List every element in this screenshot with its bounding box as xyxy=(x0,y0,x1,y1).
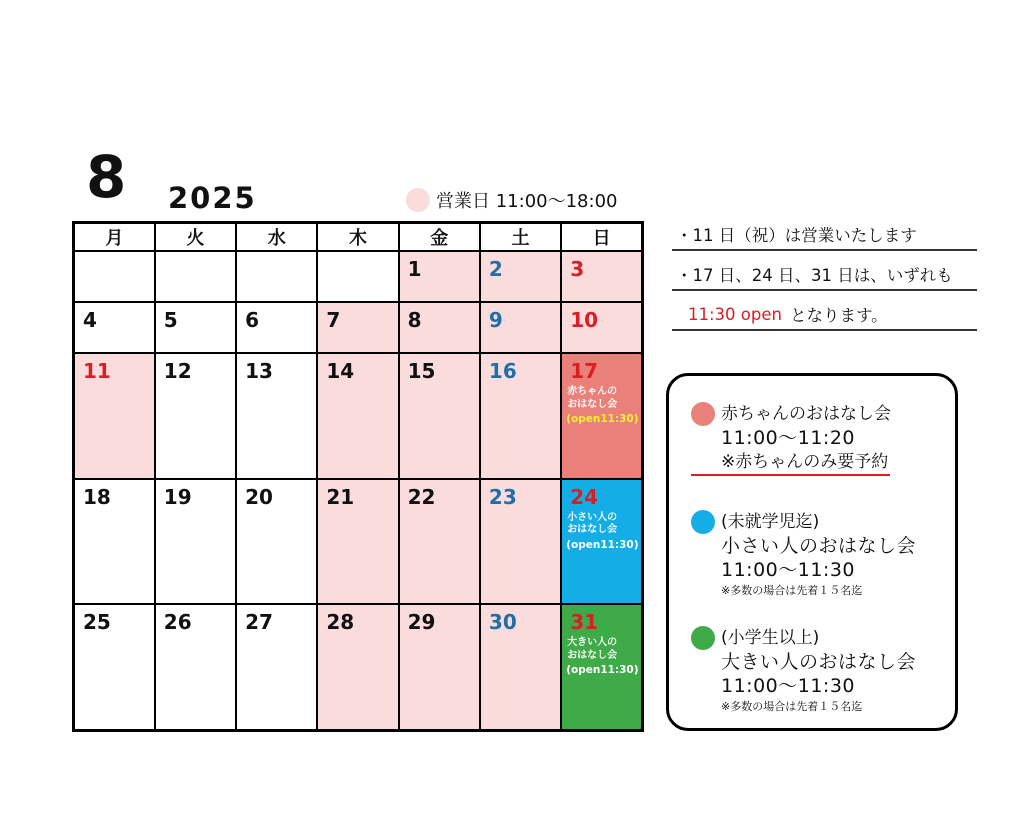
weekday-sat: 土 xyxy=(480,223,561,252)
day-number: 22 xyxy=(407,484,436,509)
day-number: 5 xyxy=(163,308,178,333)
calendar-day-cell xyxy=(561,353,642,478)
day-number: 26 xyxy=(163,610,192,635)
day-number: 3 xyxy=(570,257,585,281)
calendar-day-cell xyxy=(561,302,642,353)
small-title: 小さい人のおはなし会 xyxy=(721,535,917,557)
day-number: 4 xyxy=(83,308,97,333)
calendar-day-cell xyxy=(236,479,317,604)
baby-reservation-note: ※赤ちゃんのみ要予約 xyxy=(691,450,890,476)
open-day-color-dot xyxy=(406,188,430,212)
day-number: 1 xyxy=(407,257,422,281)
storytime-info-box xyxy=(666,373,958,731)
day-number: 20 xyxy=(245,484,273,509)
day-event-title: 小さい人の おはなし会 xyxy=(567,511,618,536)
note-event-days xyxy=(672,261,977,291)
day-number: 7 xyxy=(326,308,341,333)
calendar-day-cell xyxy=(480,353,561,478)
day-number: 28 xyxy=(326,610,355,635)
event-small xyxy=(691,510,916,600)
small-time: 11:00～11:30 xyxy=(721,559,856,581)
year: 2025 xyxy=(168,181,257,215)
calendar-day-cell xyxy=(399,302,480,353)
calendar-day-cell xyxy=(74,604,155,730)
calendar-week-row xyxy=(74,479,643,604)
calendar-body xyxy=(74,251,643,731)
weekday-fri: 金 xyxy=(399,223,480,252)
small-color-dot xyxy=(691,510,715,534)
weekday-sun: 日 xyxy=(561,223,642,252)
legend-label: 営業日 11:00～18:00 xyxy=(436,191,618,212)
day-number: 15 xyxy=(407,359,436,384)
baby-title: 赤ちゃんのおはなし会 xyxy=(721,404,891,424)
calendar-day-cell xyxy=(399,251,480,302)
day-event-title: 大きい人の おはなし会 xyxy=(567,637,618,661)
day-number: 17 xyxy=(570,359,599,384)
calendar-day-cell xyxy=(561,479,642,604)
calendar-day-cell xyxy=(155,251,236,302)
calendar-day-cell xyxy=(236,353,317,478)
day-number: 11 xyxy=(83,359,111,384)
day-event-open-time: (open11:30) xyxy=(566,413,639,426)
calendar-day-cell xyxy=(399,479,480,604)
calendar-day-cell xyxy=(317,604,398,730)
baby-color-dot xyxy=(691,402,715,426)
day-event-title: 赤ちゃんの おはなし会 xyxy=(567,386,618,410)
weekday-tue: 火 xyxy=(155,223,236,252)
legend xyxy=(406,186,617,214)
calendar-day-cell xyxy=(480,604,561,730)
big-title: 大きい人のおはなし会 xyxy=(721,651,917,673)
calendar-day-cell xyxy=(480,251,561,302)
note-line-2: ・17 日、24 日、31 日は、いずれも xyxy=(676,266,953,285)
calendar-day-cell xyxy=(155,353,236,478)
weekday-mon: 月 xyxy=(74,223,155,252)
day-number: 24 xyxy=(570,484,599,509)
day-number: 27 xyxy=(245,610,273,635)
day-number: 16 xyxy=(488,359,517,384)
weekday-thu: 木 xyxy=(317,223,398,252)
day-number: 29 xyxy=(407,610,436,635)
day-number: 21 xyxy=(326,484,355,509)
calendar-day-cell xyxy=(480,479,561,604)
calendar-week-row xyxy=(74,604,643,730)
event-big xyxy=(691,626,916,716)
day-event-open-time: (open11:30) xyxy=(566,664,639,677)
calendar-day-cell xyxy=(74,251,155,302)
calendar xyxy=(72,221,644,732)
big-time: 11:00～11:30 xyxy=(721,675,856,697)
calendar-day-cell xyxy=(155,604,236,730)
day-number: 12 xyxy=(163,359,192,384)
big-color-dot xyxy=(691,626,715,650)
calendar-week-row xyxy=(74,353,643,478)
note-line-1: ・11 日（祝）は営業いたします xyxy=(676,226,917,245)
day-number: 30 xyxy=(488,610,517,635)
day-number: 31 xyxy=(570,610,599,635)
calendar-day-cell xyxy=(480,302,561,353)
weekday-header-row xyxy=(74,223,643,252)
calendar-day-cell xyxy=(317,302,398,353)
month-number: 8 xyxy=(86,143,127,211)
notes xyxy=(672,221,977,331)
calendar-day-cell xyxy=(399,604,480,730)
day-number: 14 xyxy=(326,359,355,384)
calendar-day-cell xyxy=(561,604,642,730)
calendar-day-cell xyxy=(74,479,155,604)
weekday-wed: 水 xyxy=(236,223,317,252)
calendar-day-cell xyxy=(317,353,398,478)
calendar-day-cell xyxy=(74,353,155,478)
big-target: (小学生以上) xyxy=(721,628,820,648)
calendar-day-cell xyxy=(399,353,480,478)
calendar-day-cell xyxy=(236,251,317,302)
calendar-day-cell xyxy=(74,302,155,353)
calendar-day-cell xyxy=(155,302,236,353)
calendar-day-cell xyxy=(317,251,398,302)
baby-time: 11:00～11:20 xyxy=(721,427,856,449)
day-number: 9 xyxy=(488,308,503,333)
day-number: 2 xyxy=(488,257,503,281)
note-line-3-rest: となります。 xyxy=(789,306,888,325)
calendar-day-cell xyxy=(236,302,317,353)
small-target: (未就学児迄) xyxy=(721,512,820,532)
day-number: 19 xyxy=(163,484,192,509)
big-note: ※多数の場合は先着１５名迄 xyxy=(721,700,863,713)
calendar-week-row xyxy=(74,302,643,353)
note-holiday-open xyxy=(672,221,977,251)
day-event-open-time: (open11:30) xyxy=(566,538,639,551)
small-note: ※多数の場合は先着１５名迄 xyxy=(721,584,863,597)
day-number: 13 xyxy=(245,359,273,384)
calendar-day-cell xyxy=(561,251,642,302)
calendar-day-cell xyxy=(236,604,317,730)
calendar-day-cell xyxy=(317,479,398,604)
day-number: 8 xyxy=(407,308,422,333)
day-number: 25 xyxy=(83,610,111,635)
day-number: 18 xyxy=(83,484,111,509)
calendar-day-cell xyxy=(155,479,236,604)
day-number: 6 xyxy=(245,308,259,333)
calendar-week-row xyxy=(74,251,643,302)
calendar-grid xyxy=(72,221,644,732)
day-number: 10 xyxy=(570,308,599,333)
note-open-time-red: 11:30 open xyxy=(688,304,782,324)
day-number: 23 xyxy=(488,484,517,509)
event-baby xyxy=(691,402,891,476)
note-open-time xyxy=(672,301,977,331)
